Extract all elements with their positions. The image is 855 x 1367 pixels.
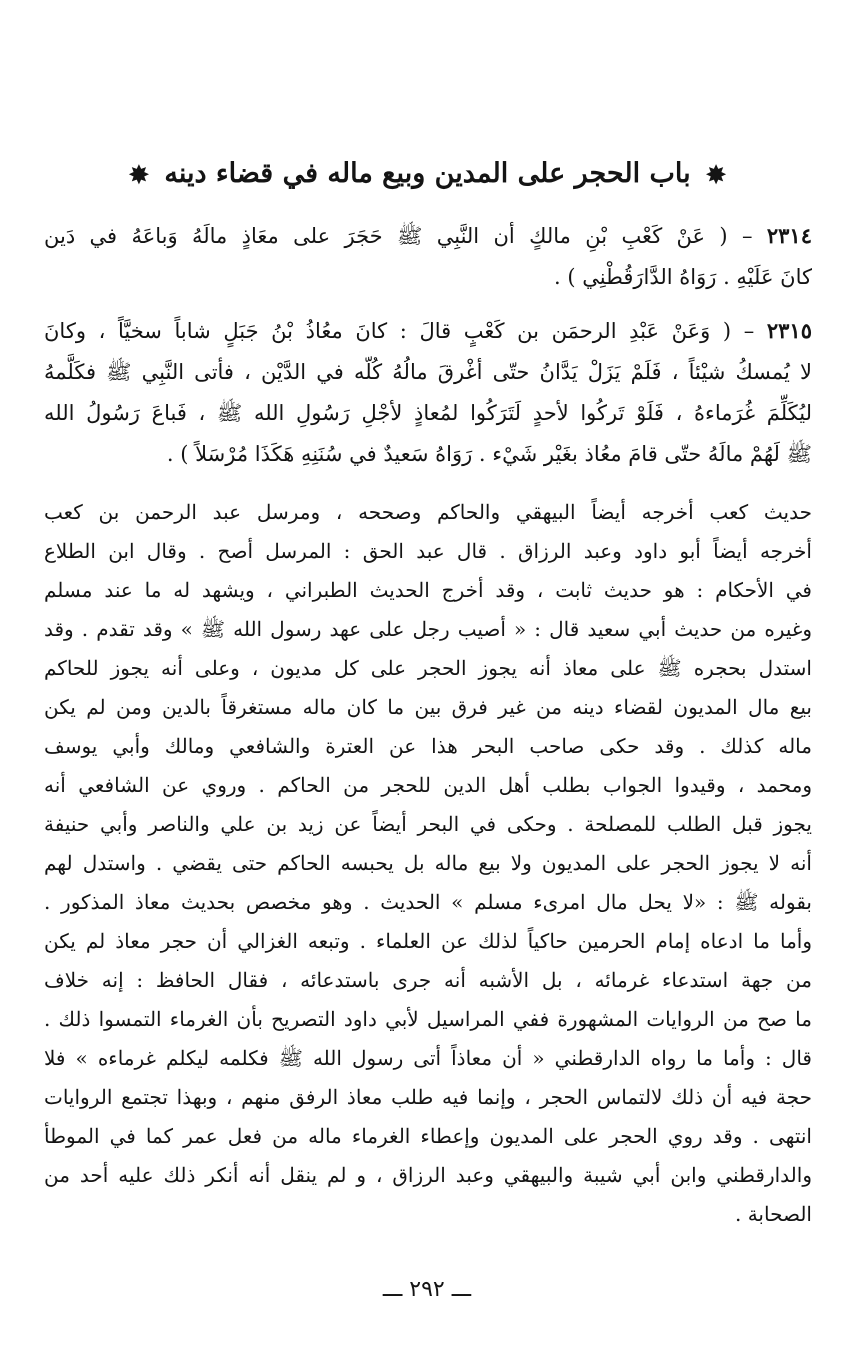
hadith-text: ﷺ لَهُمْ مالَهُ حتّى قامَ معُاذ بغَيْر شَيْء . رَوَاهُ سَعيدٌ في سُنَنِهِ هَكَذَا مُرْسَلاً ) . — [166, 442, 812, 466]
commentary-line: استدل بحجره ﷺ على معاذ أنه يجوز الحجر على كل مديون ، وعلى أنه يجوز للحاكم — [44, 656, 812, 680]
commentary-line: يجوز قبل الطلب للمصلحة . وحكى في البحر أيضاً عن زيد بن علي والناصر وأبي حنيفة — [44, 812, 812, 836]
hadith-line — [44, 258, 812, 296]
hadith-line — [44, 217, 812, 255]
commentary-line: والدارقطني وابن أبي شيبة والبيهقي وعبد الرزاق ، و لم ينقل أنه أنكر ذلك عليه أحد من — [44, 1163, 812, 1187]
star-ornament-icon: ✸ — [706, 159, 727, 189]
chapter-title — [60, 150, 795, 198]
hadith-text: لا يُمسكُ شيْئاً ، فَلَمْ يَزَلْ يَدَّانُ حتّى أغْرقَ مالُهُ كُلّه في الدَّيْن ، فأتى النَّبِي ﷺ فكَلَّمهُ — [44, 360, 812, 384]
commentary-line: ما صح من الروايات المشهورة ففي المراسيل لأبي داود التصريح بأن الغرماء التمسوا ذلك . — [44, 1007, 812, 1031]
hadith-line — [44, 353, 812, 391]
commentary-line: بيع مال المديون لقضاء دينه من غير فرق بين ما كان ماله مستغرقاً بالدين ومن لم يكن — [44, 695, 812, 719]
hadith-text: ليُكَلِّمَ غُرَماءهُ ، فَلَوْ تَركُوا لأحدٍ لَتَرَكُوا لمُعاذٍ لأجْلِ رَسُولِ الله ﷺ ، فَباعَ رَسُولُ الله — [44, 401, 812, 425]
commentary-line: من جهة استدعاء غرمائه ، بل الأشبه أنه جرى باستدعائه ، فقال الحافظ : إنه خلاف — [44, 968, 812, 992]
commentary-line: أخرجه أيضاً أبو داود وعبد الرزاق . قال عبد الحق : المرسل أصح . وقال ابن الطلاع — [44, 539, 812, 563]
commentary-line: أنه لا يجوز الحجر على المديون ولا بيع ماله بل يحبسه الحاكم حتى يقضي . واستدل لهم — [44, 851, 812, 875]
commentary-line: ماله كذلك . وقد حكى صاحب البحر هذا عن العترة والشافعي ومالك وأبي يوسف — [44, 734, 812, 758]
commentary-line: في الأحكام : هو حديث ثابت ، وقد أخرج الحديث الطبراني ، ويشهد له ما عند مسلم — [44, 578, 812, 602]
hadith-text: – ( وَعَنْ عَبْدِ الرحمَن بن كَعْبٍ قالَ : كانَ معُاذُ بْنُ جَبَلٍ شاباً سخيَّاً ، وكانَ — [44, 319, 755, 343]
hadith-line — [44, 394, 812, 432]
page-number: ـــ ٢٩٢ ـــ — [382, 1277, 472, 1302]
commentary-line: انتهى . وقد روي الحجر على المديون وإعطاء الغرماء ماله من فعل عمر كما في الموطأ — [44, 1124, 812, 1148]
hadith-text: كانَ عَلَيْهِ . رَوَاهُ الدَّارَقُطْنِي ) . — [554, 265, 812, 289]
commentary-line: حديث كعب أخرجه أيضاً البيهقي والحاكم وصححه ، ومرسل عبد الرحمن بن كعب — [44, 500, 812, 524]
commentary-line: وأما ما ادعاه إمام الحرمين حاكياً لذلك عن العلماء . وتبعه الغزالي أن حجر معاذ لم يكن — [44, 929, 812, 953]
commentary-line: ومحمد ، وقيدوا الجواب بطلب أهل الدين للحجر من الحاكم . وروي عن الشافعي أنه — [44, 773, 812, 797]
commentary-line: بقوله ﷺ : «لا يحل مال امرىء مسلم » الحديث . وهو مخصص بحديث معاذ المذكور . — [44, 890, 812, 914]
commentary-line: حجة فيه أن ذلك لالتماس الحجر ، وإنما فيه طلب معاذ الرفق منهم ، وبهذا تجتمع الروايات — [44, 1085, 812, 1109]
hadith-number: ٢٣١٥ — [766, 318, 812, 343]
chapter-title-text: باب الحجر على المدين وبيع ماله في قضاء دينه — [164, 158, 691, 189]
hadith-number: ٢٣١٤ — [766, 223, 812, 248]
commentary-line: الصحابة . — [734, 1202, 812, 1226]
hadith-line — [44, 312, 812, 350]
hadith-line — [44, 435, 812, 473]
commentary-line: وغيره من حديث أبي سعيد قال : « أصيب رجل على عهد رسول الله ﷺ » وقد تقدم . وقد — [44, 617, 812, 641]
commentary-line: قال : وأما ما رواه الدارقطني « أن معاذاً أتى رسول الله ﷺ فكلمه ليكلم غرماءه » فلا — [44, 1046, 812, 1070]
star-ornament-icon: ✸ — [128, 159, 149, 189]
hadith-text: – ( عَنْ كَعْبِ بْنِ مالكٍ أن النَّبِي ﷺ حَجَرَ على معَاذٍ مالَهُ وَباعَهُ في دَين — [44, 224, 753, 248]
